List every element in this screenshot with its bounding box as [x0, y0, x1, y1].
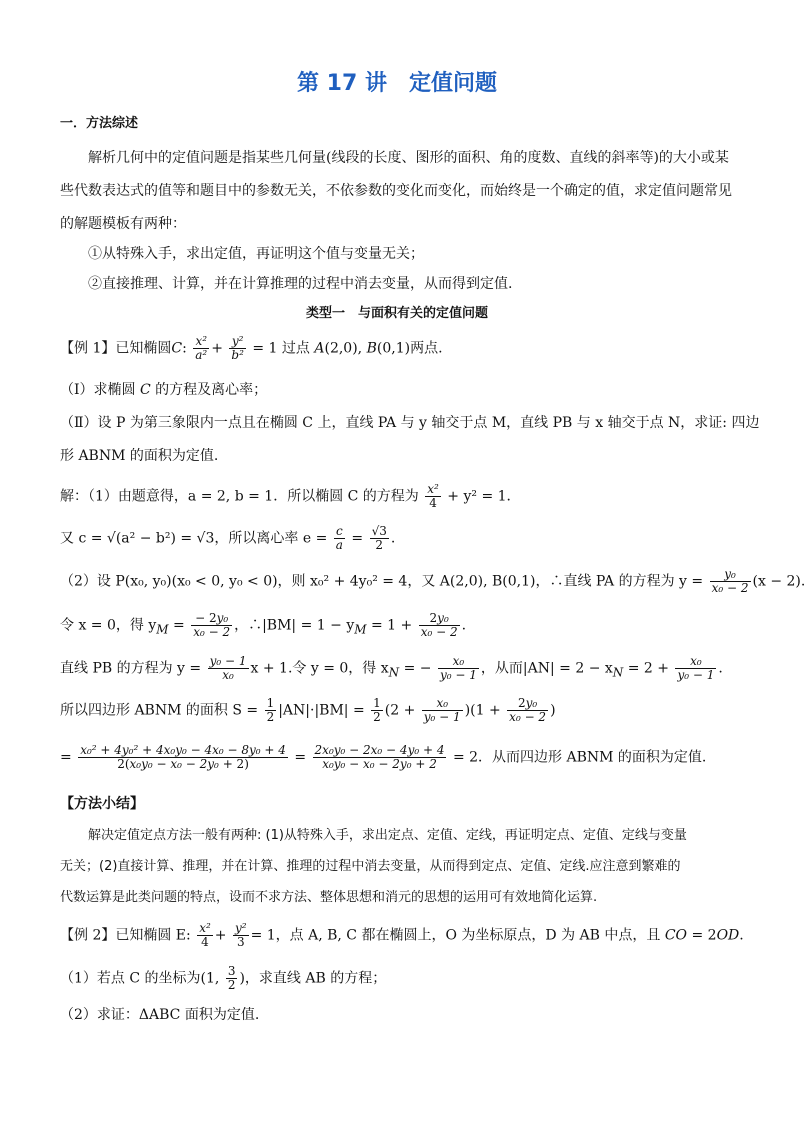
method-item-1: ①从特殊入手，求出定值，再证明这个值与变量无关； — [88, 246, 424, 262]
intro-paragraph-line-3: 的解题模板有两种： — [60, 216, 186, 232]
solution-step-2: 又 c = √(a² − b²) = √3，所以离心率 e = $\frac{c}{a}$ = $\frac{√3}{2}$ . — [60, 524, 396, 552]
page-title — [0, 66, 794, 97]
summary-line-2: 无关；(2)直接计算、推理，并在计算、推理的过程中消去变量，从而得到定点、定值、定线.应注意到繁难的 — [60, 859, 681, 874]
method-item-2: ②直接推理、计算，并在计算推理的过程中消去变量，从而得到定值. — [88, 276, 513, 292]
example1-statement: 【例 1】已知椭圆C: $\frac{\text{x²}}{\text{a²}}$ + $\frac{\text{y²}}{\text{b²}}$ = 1 过点 A(2,0), B(0,1)两点. — [60, 334, 443, 362]
example1-question-2-cont: 形 ABNM 的面积为定值. — [60, 448, 219, 464]
example2-statement: 【例 2】已知椭圆 E: $\frac{\text{x²}}{4}$ + $\frac{\text{y²}}{3}$ = 1，点 A, B, C 都在椭圆上，O 为坐标原点，D 为 AB 中点，且 CO = 2OD. — [60, 921, 744, 949]
solution-step-3: （2）设 P(x₀, y₀)(x₀ < 0, y₀ < 0)，则 x₀² + 4y₀² = 4，又 A(2,0), B(0,1)，∴直线 PA 的方程为 y = $\frac{\text{y₀}}{\text{x₀ − 2}}$ (x − 2). — [60, 567, 805, 595]
solution-step-7: = $\frac{\text{x₀² + 4y₀² + 4x₀y₀ − 4x₀ − 8y₀ + 4}}{\text{2(x₀y₀ − x₀ − 2y₀ + 2)}}$ = $\frac{\text{2x₀y₀ − 2x₀ − 4y₀ + 4}}{\text{x₀y₀ − x₀ − 2y₀ + 2}}$ = 2．从而四边形 ABNM 的面积为定值. — [60, 743, 707, 771]
summary-line-3: 代数运算是此类问题的特点，设而不求方法、整体思想和消元的思想的运用可有效地简化运算. — [60, 890, 598, 905]
intro-paragraph-line-1: 解析几何中的定值问题是指某些几何量(线段的长度、图形的面积、角的度数、直线的斜率等)的大小或某 — [88, 150, 729, 166]
title-lecture-number: 第 17 讲 — [297, 71, 387, 96]
example2-question-2: （2）求证：ΔABC 面积为定值. — [60, 1007, 260, 1023]
summary-line-1: 解决定值定点方法一般有两种: (1)从特殊入手，求出定点、定值、定线，再证明定点、定值、定线与变量 — [88, 828, 687, 843]
type-heading-area: 类型一 与面积有关的定值问题 — [305, 306, 488, 321]
solution-step-1: 解：（1）由题意得，a = 2, b = 1．所以椭圆 C 的方程为 $\frac{\text{x²}}{4}$ + y² = 1． — [60, 482, 521, 510]
example1-question-1: （I）求椭圆 C 的方程及离心率； — [60, 382, 268, 398]
section-heading-overview: 一．方法综述 — [60, 116, 139, 131]
solution-step-5: 直线 PB 的方程为 y = $\frac{\text{y₀ − 1}}{\text{x₀}}$ x + 1.令 y = 0，得 $x_N$ = − $\frac{\text{x₀}}{\text{y₀ − 1}}$ ，从而$|AN| = 2 - x_N = 2$ + $\frac{\text{x₀}}{\text{y₀ − 1}}$ . — [60, 654, 723, 682]
example1-question-2: （Ⅱ）设 P 为第三象限内一点且在椭圆 C 上，直线 PA 与 y 轴交于点 M，直线 PB 与 x 轴交于点 N，求证: 四边 — [60, 415, 760, 431]
intro-paragraph-line-2: 些代数表达式的值等和题目中的参数无关，不依参数的变化而变化，而始终是一个确定的值，求定值问题常见 — [60, 183, 732, 199]
solution-step-4: 令 x = 0，得 $y_M$ = $\frac{\text{− 2y₀}}{\text{x₀ − 2}}$ ，∴|BM| = $1 - y_M = 1$ + $\frac{\text{2y₀}}{\text{x₀ − 2}}$ . — [60, 611, 467, 639]
solution-step-6: 所以四边形 ABNM 的面积 S = $\frac{1}{2}$ |AN|·|BM| = $\frac{1}{2}$ (2 + $\frac{\text{x₀}}{\text{y₀ − 1}}$ )(1 + $\frac{\text{2y₀}}{\text{x₀ − 2}}$ ) — [60, 696, 556, 724]
title-topic: 定值问题 — [408, 71, 497, 96]
summary-heading: 【方法小结】 — [60, 796, 144, 812]
example2-question-1: （1）若点 C 的坐标为(1, $\frac{3}{2}$ )，求直线 AB 的方程； — [60, 964, 387, 992]
